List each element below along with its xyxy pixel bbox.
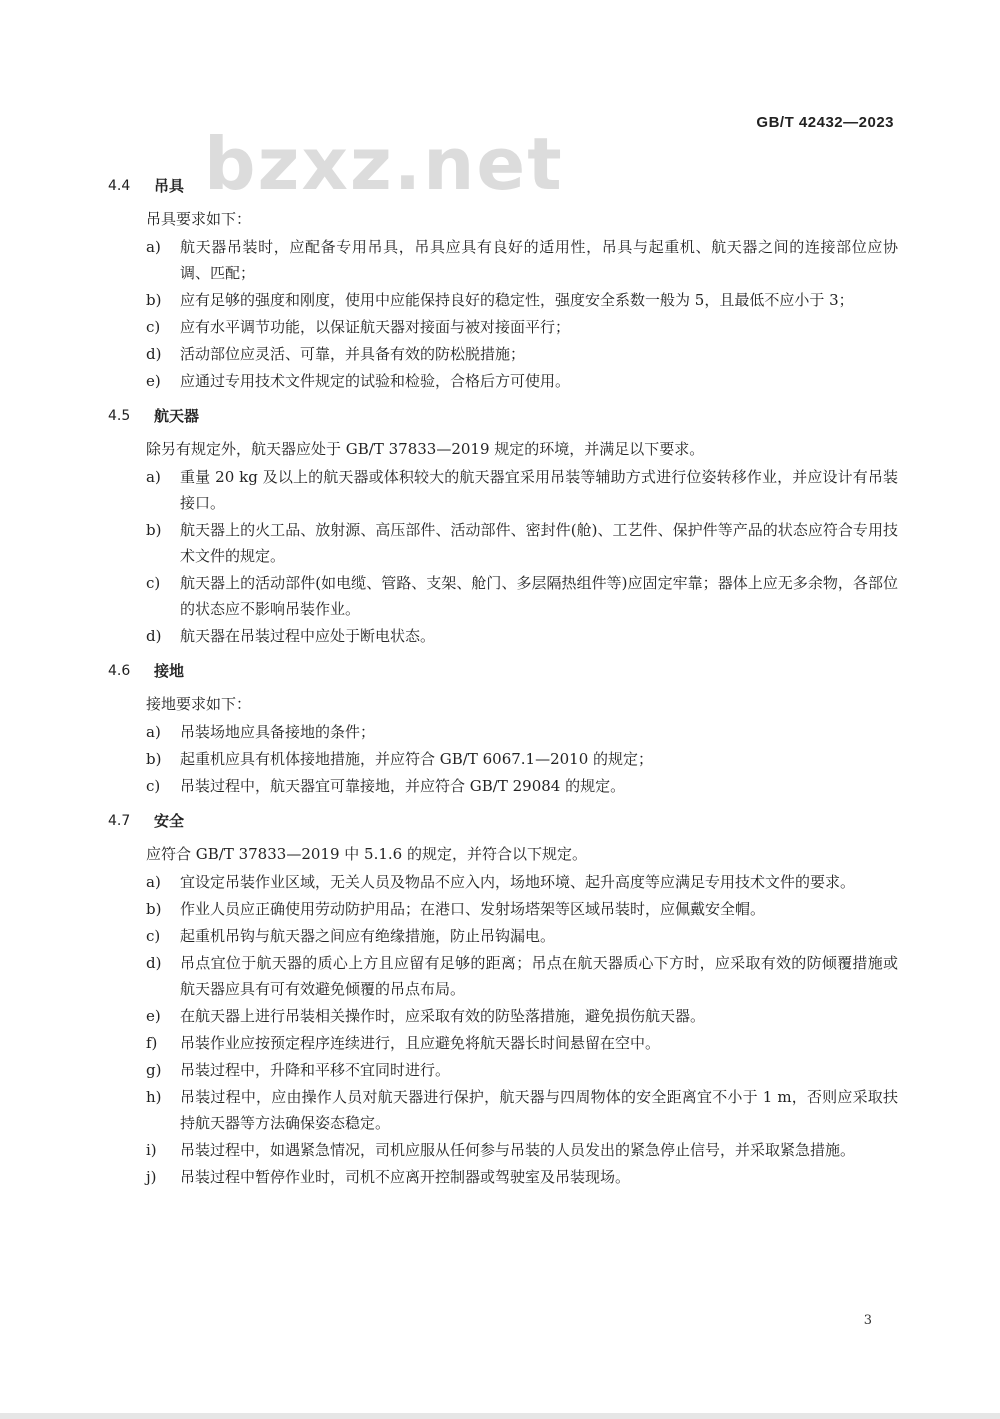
list-item-text: 作业人员应正确使用劳动防护用品；在港口、发射场塔架等区域吊装时，应佩戴安全帽。 — [180, 900, 766, 918]
list-item-text: 吊装过程中，应由操作人员对航天器进行保护，航天器与四周物体的安全距离宜不小于 1 m，否则应采取扶持航天器等方法确保姿态稳定。 — [180, 1088, 898, 1132]
section-title: 安全 — [154, 812, 185, 830]
document-body — [108, 170, 898, 1196]
section-heading — [108, 655, 898, 687]
section-intro: 接地要求如下： — [146, 695, 252, 713]
list-item-label: c) — [146, 318, 161, 336]
section — [108, 170, 898, 394]
list-item-label: a) — [146, 723, 161, 741]
list-item-text: 航天器在吊装过程中应处于断电状态。 — [180, 627, 436, 645]
list-item-label: b) — [146, 521, 162, 539]
list-item — [108, 1003, 898, 1029]
list-item-label: f) — [146, 1034, 158, 1052]
list-item-label: a) — [146, 873, 161, 891]
list-item — [108, 314, 898, 340]
list-item-text: 吊装过程中，升降和平移不宜同时进行。 — [180, 1061, 451, 1079]
list-item — [108, 1164, 898, 1190]
list-item — [108, 950, 898, 1002]
list-item — [108, 1057, 898, 1083]
list-item — [108, 923, 898, 949]
list-item-label: e) — [146, 1007, 161, 1025]
list-item-text: 活动部位应灵活、可靠，并具备有效的防松脱措施； — [180, 345, 526, 363]
list-item-label: i) — [146, 1141, 157, 1159]
section-number: 4.6 — [108, 663, 131, 679]
list-item-label: d) — [146, 954, 162, 972]
list-item-label: d) — [146, 345, 162, 363]
section-heading — [108, 400, 898, 432]
watermark: bzxz.net — [204, 122, 564, 206]
section-title: 接地 — [154, 662, 185, 680]
list-item-label: c) — [146, 927, 161, 945]
section-intro: 应符合 GB/T 37833—2019 中 5.1.6 的规定，并符合以下规定。 — [146, 845, 587, 863]
section-title: 吊具 — [154, 177, 185, 195]
list-item — [108, 719, 898, 745]
section-intro: 吊具要求如下： — [146, 210, 252, 228]
list-item-label: g) — [146, 1061, 162, 1079]
list-item-text: 吊装过程中，航天器宜可靠接地，并应符合 GB/T 29084 的规定。 — [180, 777, 626, 795]
list-item — [108, 896, 898, 922]
list-item-text: 吊装过程中，如遇紧急情况，司机应服从任何参与吊装的人员发出的紧急停止信号，并采取紧急措施。 — [180, 1141, 856, 1159]
section-heading — [108, 170, 898, 202]
list-item-text: 应有水平调节功能，以保证航天器对接面与被对接面平行； — [180, 318, 571, 336]
section — [108, 655, 898, 799]
list-item — [108, 623, 898, 649]
list-item — [108, 464, 898, 516]
list-item-label: b) — [146, 750, 162, 768]
list-item-label: e) — [146, 372, 161, 390]
list-item-text: 吊装过程中暂停作业时，司机不应离开控制器或驾驶室及吊装现场。 — [180, 1168, 631, 1186]
section — [108, 805, 898, 1190]
section-number: 4.4 — [108, 178, 131, 194]
list-item — [108, 517, 898, 569]
list-item-label: c) — [146, 574, 161, 592]
list-item-text: 宜设定吊装作业区域，无关人员及物品不应入内，场地环境、起升高度等应满足专用技术文件的要求。 — [180, 873, 856, 891]
section-title: 航天器 — [154, 407, 200, 425]
list-item — [108, 1137, 898, 1163]
list-item-label: b) — [146, 291, 162, 309]
list-item-label: h) — [146, 1088, 162, 1106]
list-item-label: b) — [146, 900, 162, 918]
list-item-text: 吊装作业应按预定程序连续进行，且应避免将航天器长时间悬留在空中。 — [180, 1034, 661, 1052]
list-item-text: 航天器吊装时，应配备专用吊具，吊具应具有良好的适用性，吊具与起重机、航天器之间的连接部位应协调、匹配； — [180, 238, 898, 282]
list-item-text: 应通过专用技术文件规定的试验和检验，合格后方可使用。 — [180, 372, 571, 390]
list-item-label: d) — [146, 627, 162, 645]
standard-number: GB/T 42432—2023 — [756, 114, 894, 131]
list-item-text: 航天器上的活动部件(如电缆、管路、支架、舱门、多层隔热组件等)应固定牢靠；器体上应无多余物，各部位的状态应不影响吊装作业。 — [180, 574, 898, 618]
section — [108, 400, 898, 649]
section-number: 4.7 — [108, 813, 131, 829]
list-item — [108, 773, 898, 799]
list-item-label: c) — [146, 777, 161, 795]
list-item-text: 重量 20 kg 及以上的航天器或体积较大的航天器宜采用吊装等辅助方式进行位姿转移作业，并应设计有吊装接口。 — [180, 468, 898, 512]
list-item-text: 在航天器上进行吊装相关操作时，应采取有效的防坠落措施，避免损伤航天器。 — [180, 1007, 706, 1025]
list-item — [108, 341, 898, 367]
list-item — [108, 1030, 898, 1056]
list-item — [108, 287, 898, 313]
list-item-text: 吊点宜位于航天器的质心上方且应留有足够的距离；吊点在航天器质心下方时，应采取有效的防倾覆措施或航天器应具有可有效避免倾覆的吊点布局。 — [180, 954, 898, 998]
list-item-label: a) — [146, 468, 161, 486]
list-item — [108, 1084, 898, 1136]
list-item — [108, 869, 898, 895]
section-number: 4.5 — [108, 408, 131, 424]
page-number: 3 — [863, 1313, 872, 1328]
list-item-label: a) — [146, 238, 161, 256]
list-item — [108, 746, 898, 772]
section-heading — [108, 805, 898, 837]
page-bottom-edge — [0, 1413, 1000, 1419]
list-item — [108, 234, 898, 286]
list-item-text: 吊装场地应具备接地的条件； — [180, 723, 376, 741]
list-item-label: j) — [146, 1168, 157, 1186]
list-item-text: 航天器上的火工品、放射源、高压部件、活动部件、密封件(舱)、工艺件、保护件等产品的状态应符合专用技术文件的规定。 — [180, 521, 898, 565]
list-item-text: 起重机吊钩与航天器之间应有绝缘措施，防止吊钩漏电。 — [180, 927, 556, 945]
section-intro: 除另有规定外，航天器应处于 GB/T 37833—2019 规定的环境，并满足以下要求。 — [146, 440, 705, 458]
list-item — [108, 368, 898, 394]
list-item — [108, 570, 898, 622]
list-item-text: 起重机应具有机体接地措施，并应符合 GB/T 6067.1—2010 的规定； — [180, 750, 654, 768]
list-item-text: 应有足够的强度和刚度，使用中应能保持良好的稳定性，强度安全系数一般为 5，且最低不应小于 3； — [180, 291, 854, 309]
